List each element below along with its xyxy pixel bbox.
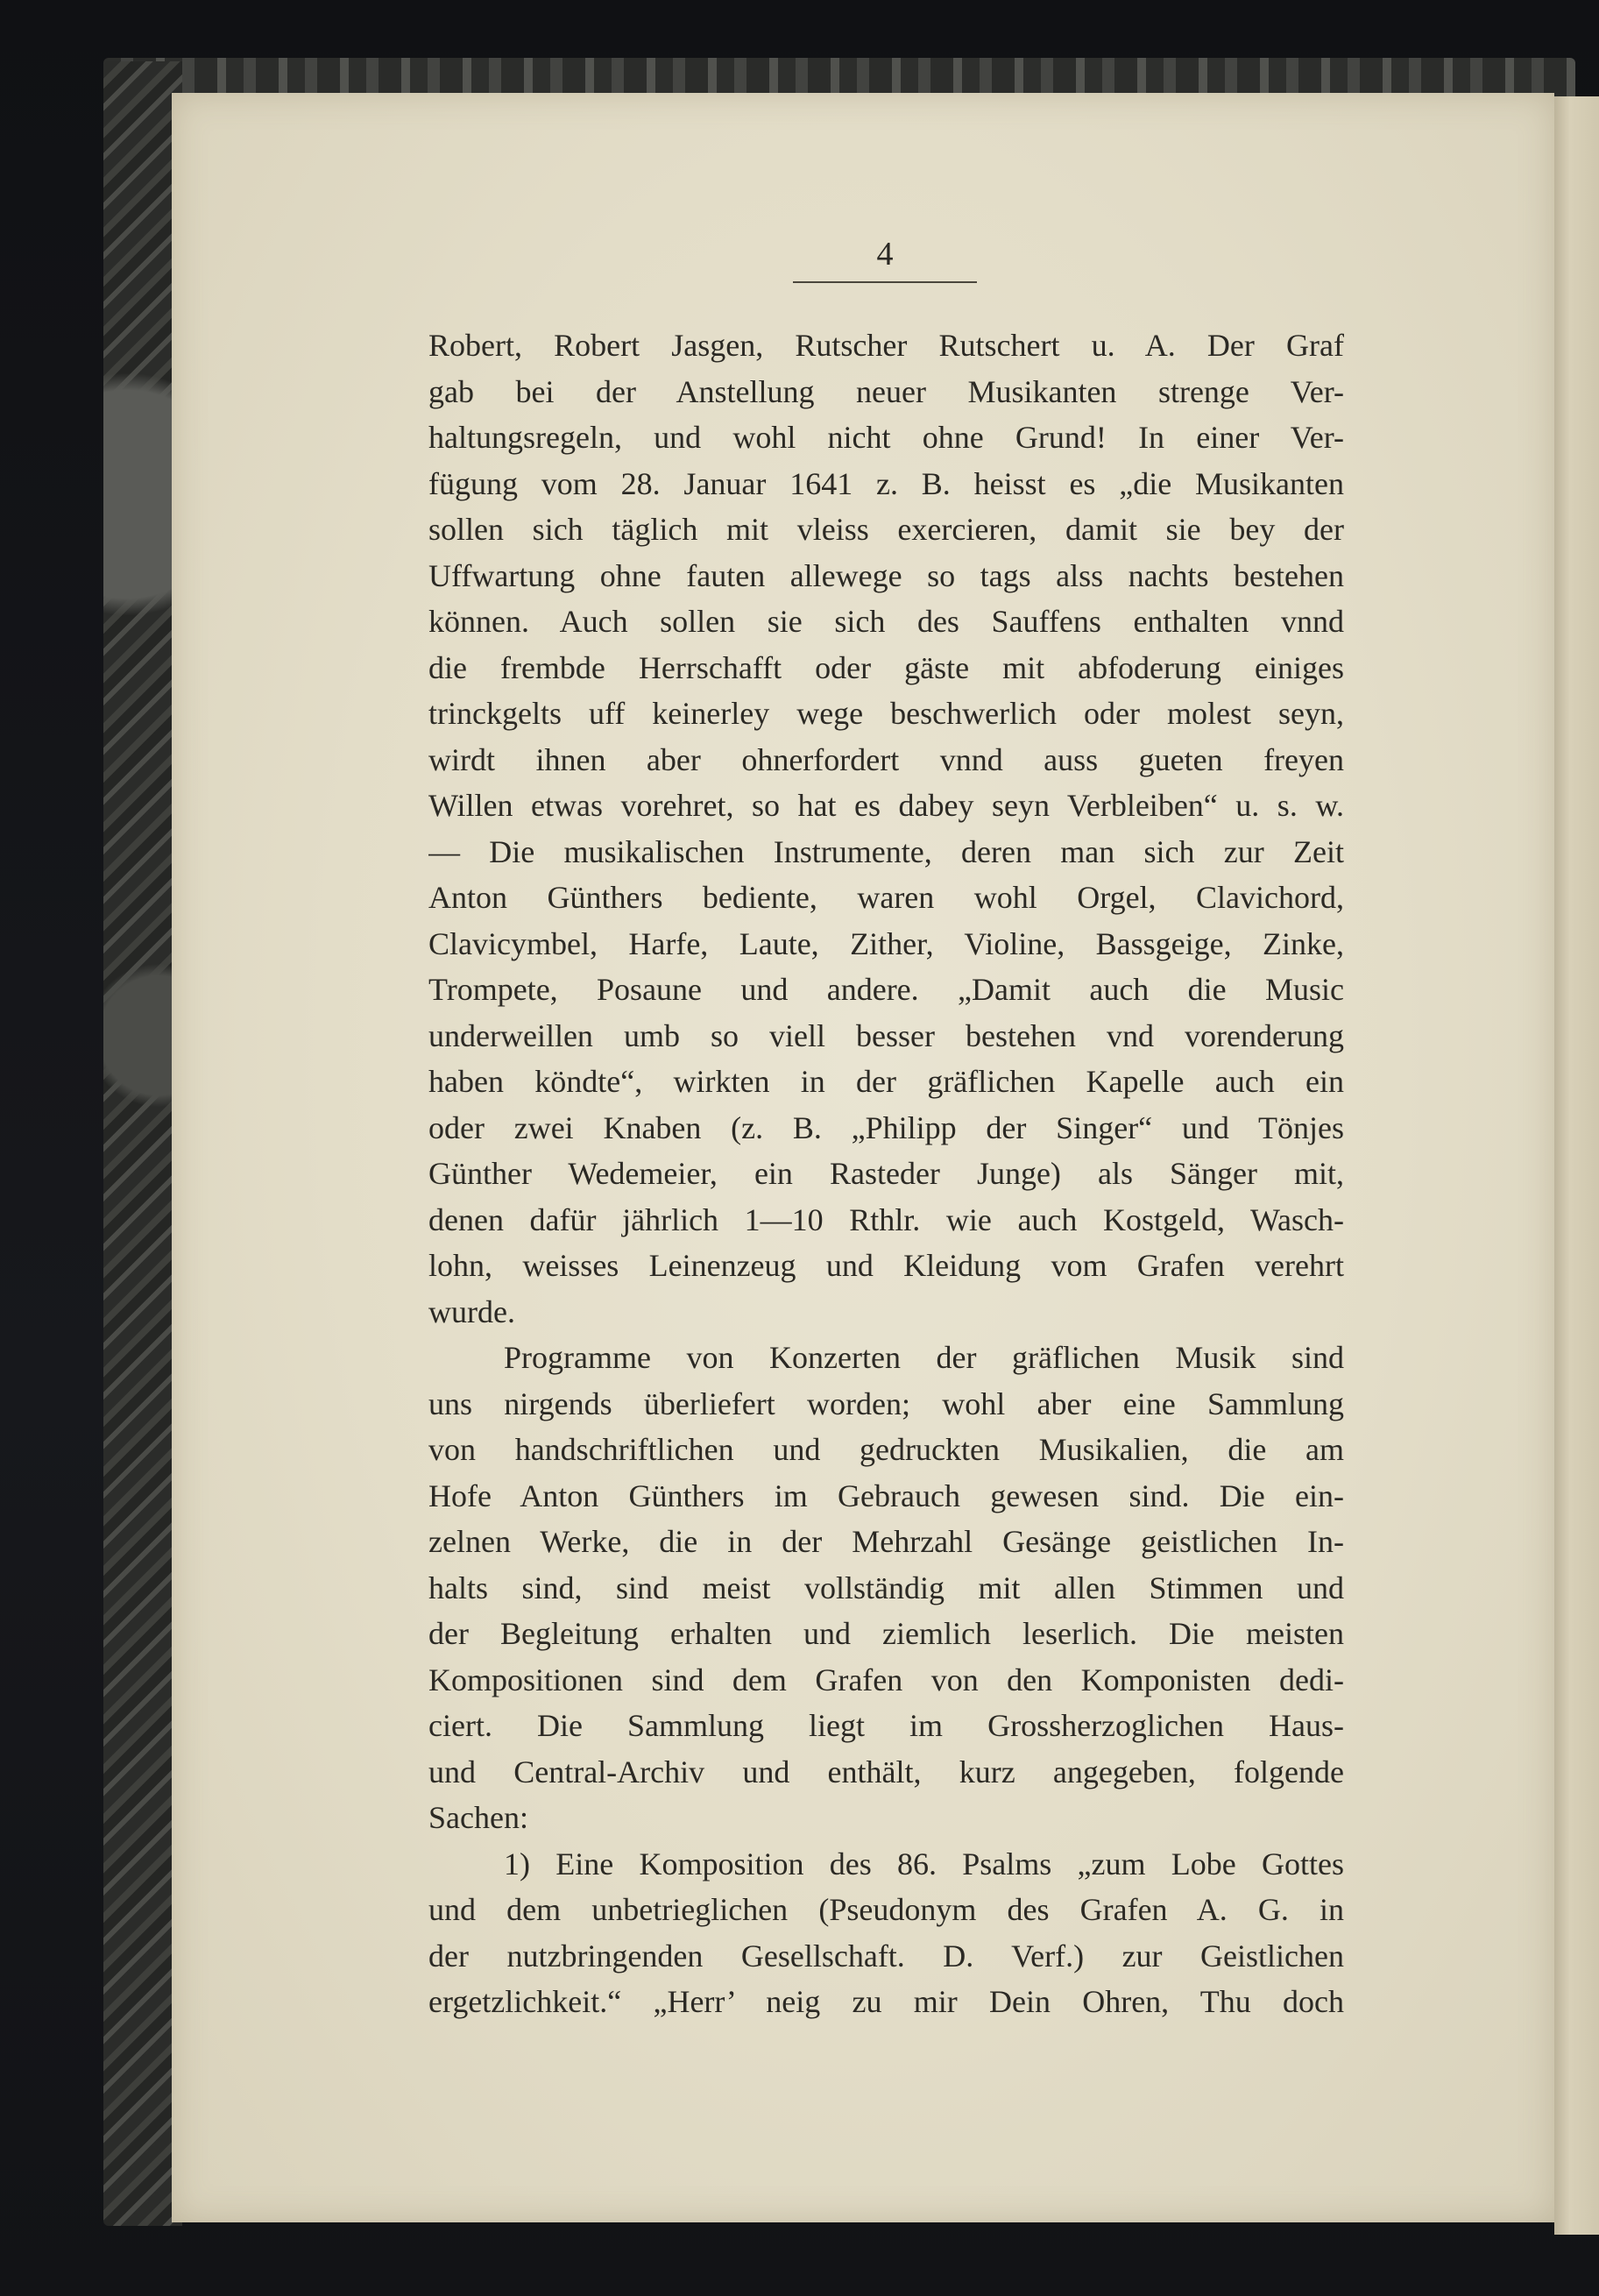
text-line: gab bei der Anstellung neuer Musikanten strenge Ver- — [428, 373, 1344, 409]
text-line: uns nirgends überliefert worden; wohl aber eine Sammlung — [428, 1385, 1344, 1421]
text-line: die frembde Herrschafft oder gäste mit abfoderung einiges — [428, 649, 1344, 685]
text-line: von handschriftlichen und gedruckten Musikalien, die am — [428, 1432, 1344, 1467]
book-cover-top-edge — [103, 58, 1575, 96]
text-line: Uffwartung ohne fauten allewege so tags alss nachts bestehen — [428, 557, 1344, 593]
text-line: zelnen Werke, die in der Mehrzahl Gesänge geistlichen In- — [428, 1524, 1344, 1559]
text-line: ergetzlichkeit.“ „Herr’ neig zu mir Dein Ohren, Thu doch — [428, 1984, 1344, 2019]
text-line: Anton Günthers bediente, waren wohl Orgel, Clavichord, — [428, 880, 1344, 915]
text-line: halts sind, sind meist vollständig mit allen Stimmen und — [428, 1570, 1344, 1605]
text-line: lohn, weisses Leinenzeug und Kleidung vom Grafen verehrt — [428, 1248, 1344, 1283]
text-line: können. Auch sollen sie sich des Sauffens enthalten vnnd — [428, 604, 1344, 639]
text-line: Willen etwas vorehret, so hat es dabey seyn Verbleiben“ u. s. w. — [428, 788, 1344, 823]
text-line: Günther Wedemeier, ein Rasteder Junge) als Sänger mit, — [428, 1156, 1344, 1191]
text-line: wirdt ihnen aber ohnerfordert vnnd auss gueten freyen — [428, 741, 1344, 777]
text-line: und Central-Archiv und enthält, kurz angegeben, folgende — [428, 1754, 1344, 1789]
text-line: Trompete, Posaune und andere. „Damit auch die Music — [428, 972, 1344, 1007]
text-line: Clavicymbel, Harfe, Laute, Zither, Violine, Bassgeige, Zinke, — [428, 925, 1344, 961]
text-line: Hofe Anton Günthers im Gebrauch gewesen sind. Die ein- — [428, 1478, 1344, 1513]
text-line: haben köndte“, wirkten in der gräflichen Kapelle auch ein — [428, 1064, 1344, 1099]
text-line: Sachen: — [428, 1800, 528, 1835]
text-line: ciert. Die Sammlung liegt im Grossherzoglichen Haus- — [428, 1708, 1344, 1743]
text-line: denen dafür jährlich 1—10 Rthlr. wie auch Kostgeld, Wasch- — [428, 1201, 1344, 1237]
next-page-edge — [1554, 96, 1599, 2235]
text-line: oder zwei Knaben (z. B. „Philipp der Singer“ und Tönjes — [428, 1109, 1344, 1145]
text-line: Programme von Konzerten der gräflichen Musik sind — [504, 1340, 1344, 1375]
text-line: der nutzbringenden Gesellschaft. D. Verf.) zur Geistlichen — [428, 1938, 1344, 1974]
text-line: Kompositionen sind dem Grafen von den Komponisten dedi- — [428, 1662, 1344, 1697]
book-cover-marbled — [103, 61, 182, 2226]
text-line: Robert, Robert Jasgen, Rutscher Rutschert u. A. Der Graf — [428, 328, 1344, 363]
text-line: trinckgelts uff keinerley wege beschwerlich oder molest seyn, — [428, 696, 1344, 731]
text-line: — Die musikalischen Instrumente, deren man sich zur Zeit — [428, 833, 1344, 869]
page-number-rule — [793, 281, 977, 283]
text-line: underweillen umb so viell besser bestehen vnd vorenderung — [428, 1017, 1344, 1053]
text-line: sollen sich täglich mit vleiss exercieren, damit sie bey der — [428, 512, 1344, 547]
page-number: 4 — [876, 236, 894, 273]
text-line: und dem unbetrieglichen (Pseudonym des Grafen A. G. in — [428, 1892, 1344, 1927]
text-line: haltungsregeln, und wohl nicht ohne Grund! In einer Ver- — [428, 420, 1344, 455]
text-line: der Begleitung erhalten und ziemlich leserlich. Die meisten — [428, 1616, 1344, 1651]
text-line: wurde. — [428, 1293, 515, 1329]
text-line: fügung vom 28. Januar 1641 z. B. heisst es „die Musikanten — [428, 465, 1344, 501]
text-line: 1) Eine Komposition des 86. Psalms „zum Lobe Gottes — [504, 1846, 1344, 1881]
body-text — [428, 322, 1344, 2040]
